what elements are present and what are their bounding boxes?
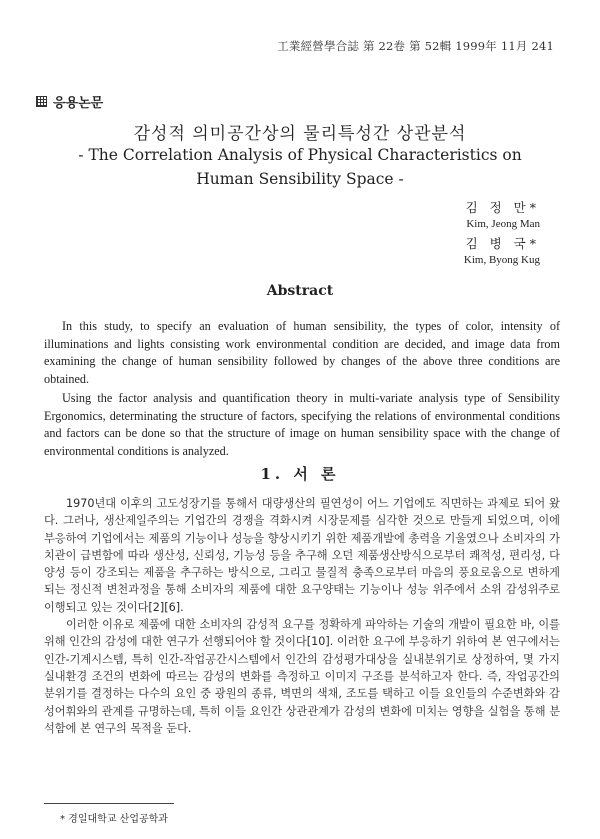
author-1: [466, 199, 540, 233]
title-english-line2: Human Sensibility Space -: [196, 170, 404, 188]
hatched-square-icon: [36, 96, 47, 107]
body-paragraph: 1970년대 이후의 고도성장기를 통해서 대량생산의 필연성이 어느 기업에도 직면하는 과제로 되어 왔다. 그러나, 생산제일주의는 기업간의 경쟁을 격화시켜 시장문제를 심각한 것으로 만들게 되었으며, 이에 부응하여 기업에서는 제품의 기능이나 성능을 향상시키기 위한 제품개발에 총력을 기울였으나 소비자의 가치관이 급변함에 따라 생산성, 신뢰성, 기능성 등을 추구해 오던 제품생산방식으로부터 쾌적성, 편리성, 다양성 등이 강조되는 제품을 추구하는 방식으로, 그리고 물질적 충족으로부터 마음의 풍요로움으로 변하게 되는 정신적 변천과정을 통해 소비자의 제품에 대한 요구양태는 기능이나 성능 위주에서 소위 감성위주로 이행되고 있는 것이다[2][6].: [44, 497, 560, 614]
abstract-heading: Abstract: [266, 283, 334, 299]
journal-header: 工業經營學合誌 第 22卷 第 52輯 1999年 11月 241: [277, 39, 554, 53]
title-korean: 감성적 의미공간상의 물리특성간 상관분석: [133, 124, 467, 144]
title-english-line1: - The Correlation Analysis of Physical Characteristics on: [78, 146, 522, 164]
abstract-paragraph: In this study, to specify an evaluation of human sensibility, the types of color, intensity of illuminations and lights consisting work environmental condition are decided, and image data from examining the change of human sensibility followed by changes of the above three conditions are obtained.: [44, 319, 560, 386]
author-2-name-en: Kim, Byong Kug: [463, 254, 540, 266]
abstract-paragraph: Using the factor analysis and quantification theory in multi-variate analysis type of Sensibility Ergonomics, determinating the structure of factors, specifying the relations of environmental conditions and factors can be done so that the structure of image on human sensibility space with the change of environmental conditions is analyzed.: [44, 391, 560, 458]
section-heading: 1. 서 론: [260, 465, 340, 483]
title-english: [0, 143, 600, 191]
body-paragraph: 이러한 이유로 제품에 대한 소비자의 감성적 요구를 정확하게 파악하는 기술의 개발이 필요한 바, 이를 위해 인간의 감성에 대한 연구가 선행되어야 할 것이다[10]. 이러한 요구에 부응하기 위하여 본 연구에서는 인간-기계시스템, 특히 인간-작업공간시스템에서 인간의 감성평가대상을 실내분위기로 상정하여, 몇 가지 실내환경 조건의 변화에 따르는 감성의 변화를 측정하고 이미지 구조를 분석하고자 한다. 즉, 작업공간의 분위기를 결정하는 다수의 요인 중 광원의 종류, 벽면의 색채, 조도를 택하고 이들 요인들의 수준변화와 감성어휘와의 관계를 규명하는데, 특히 이들 요인간 상관관계가 감성의 변화에 미치는 영향을 실험을 통해 분석함에 본 연구의 목적을 둔다.: [44, 618, 560, 735]
author-2-name-ko: 김 병 국*: [465, 236, 540, 251]
author-2: [464, 235, 540, 269]
abstract-body: [44, 318, 560, 462]
author-1-name-ko: 김 정 만*: [465, 200, 540, 215]
section-label-text: 응용논문: [53, 96, 104, 111]
footnote-divider: [44, 803, 174, 804]
author-1-name-en: Kim, Jeong Man: [466, 218, 540, 230]
body-text: [44, 495, 560, 737]
section-label: [36, 92, 103, 111]
footnote: * 경일대학교 산업공학과: [60, 814, 168, 825]
